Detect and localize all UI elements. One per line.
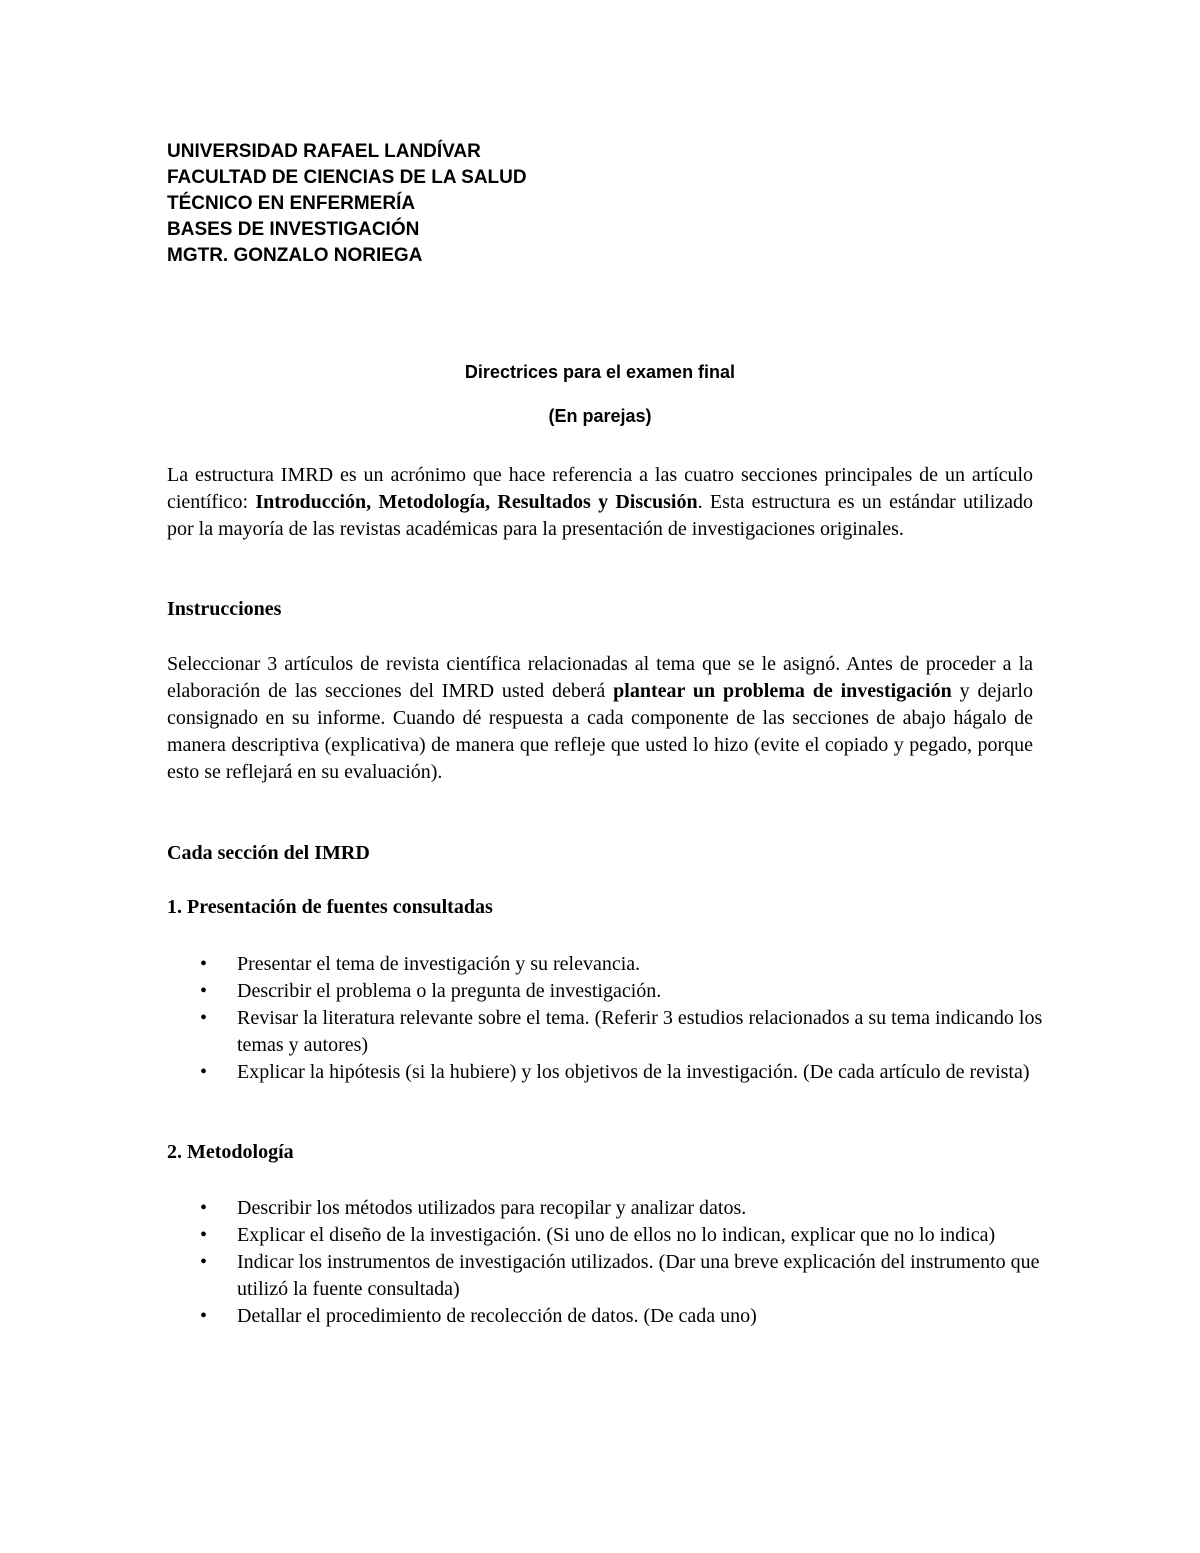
list-item-text: Detallar el procedimiento de recolección de datos. (De cada uno): [237, 1305, 757, 1327]
document-subtitle: (En parejas): [548, 406, 652, 426]
bullet-marker: •: [200, 1305, 208, 1327]
section2-list: [167, 1195, 1047, 1330]
sections-heading: Cada sección del IMRD: [167, 842, 370, 864]
header-professor: MGTR. GONZALO NORIEGA: [167, 245, 423, 266]
list-item: [167, 978, 1047, 1005]
list-item: [167, 1059, 1047, 1086]
bullet-marker: •: [200, 1007, 208, 1029]
list-item: [167, 1195, 1047, 1222]
header-course: BASES DE INVESTIGACIÓN: [167, 219, 420, 240]
bullet-marker: •: [200, 1061, 208, 1083]
intro-paragraph: [167, 462, 1033, 543]
instructions-paragraph: [167, 651, 1033, 786]
section1-heading: 1. Presentación de fuentes consultadas: [167, 896, 493, 918]
document-header: [167, 139, 527, 269]
list-item: [167, 1249, 1047, 1303]
list-item-text: Revisar la literatura relevante sobre el tema. (Referir 3 estudios relacionados a su tema indicando los temas y autores): [237, 1007, 1043, 1056]
intro-text-1: La estructura IMRD es un acrónimo que hace referencia a las cuatro secciones principales de un artículo científico:: [167, 464, 1033, 513]
document-title: Directrices para el examen final: [464, 362, 736, 382]
section1-list: [167, 951, 1047, 1086]
list-item: [167, 1005, 1047, 1059]
bullet-marker: •: [200, 953, 208, 975]
list-item: [167, 1222, 1047, 1249]
instructions-text-1: Seleccionar 3 artículos de revista científica relacionadas al tema que se le asignó. Antes de proceder a la elaboración de las secciones del IMRD usted deberá: [167, 653, 1033, 702]
header-university: UNIVERSIDAD RAFAEL LANDÍVAR: [167, 141, 481, 162]
bullet-marker: •: [200, 1224, 208, 1246]
list-item: [167, 1303, 1047, 1330]
section2-heading: 2. Metodología: [167, 1141, 294, 1163]
list-item-text: Presentar el tema de investigación y su relevancia.: [237, 953, 641, 975]
intro-bold: Introducción, Metodología, Resultados y Discusión: [255, 491, 698, 513]
intro-text-2: . Esta estructura es un estándar utilizado por la mayoría de las revistas académicas para la presentación de investigaciones originales.: [167, 491, 1034, 540]
header-faculty: FACULTAD DE CIENCIAS DE LA SALUD: [167, 167, 527, 188]
header-program: TÉCNICO EN ENFERMERÍA: [167, 193, 416, 214]
list-item-text: Indicar los instrumentos de investigación utilizados. (Dar una breve explicación del instrumento que utilizó la fuente consultada): [237, 1251, 1040, 1300]
list-item-text: Describir el problema o la pregunta de investigación.: [237, 980, 662, 1002]
instructions-bold: plantear un problema de investigación: [613, 680, 952, 702]
list-item-text: Explicar la hipótesis (si la hubiere) y los objetivos de la investigación. (De cada artículo de revista): [237, 1061, 1030, 1083]
bullet-marker: •: [200, 1251, 208, 1273]
list-item-text: Describir los métodos utilizados para recopilar y analizar datos.: [237, 1197, 747, 1219]
bullet-marker: •: [200, 980, 208, 1002]
list-item: [167, 951, 1047, 978]
instructions-text-2: y dejarlo consignado en su informe. Cuando dé respuesta a cada componente de las secciones de abajo hágalo de manera descriptiva (explicativa) de manera que refleje que usted lo hizo (evite el copiado y pegado, porque esto se reflejará en su evaluación).: [167, 680, 1033, 783]
list-item-text: Explicar el diseño de la investigación. (Si uno de ellos no lo indican, explicar que no lo indica): [237, 1224, 996, 1246]
instructions-heading: Instrucciones: [167, 598, 282, 620]
bullet-marker: •: [200, 1197, 208, 1219]
